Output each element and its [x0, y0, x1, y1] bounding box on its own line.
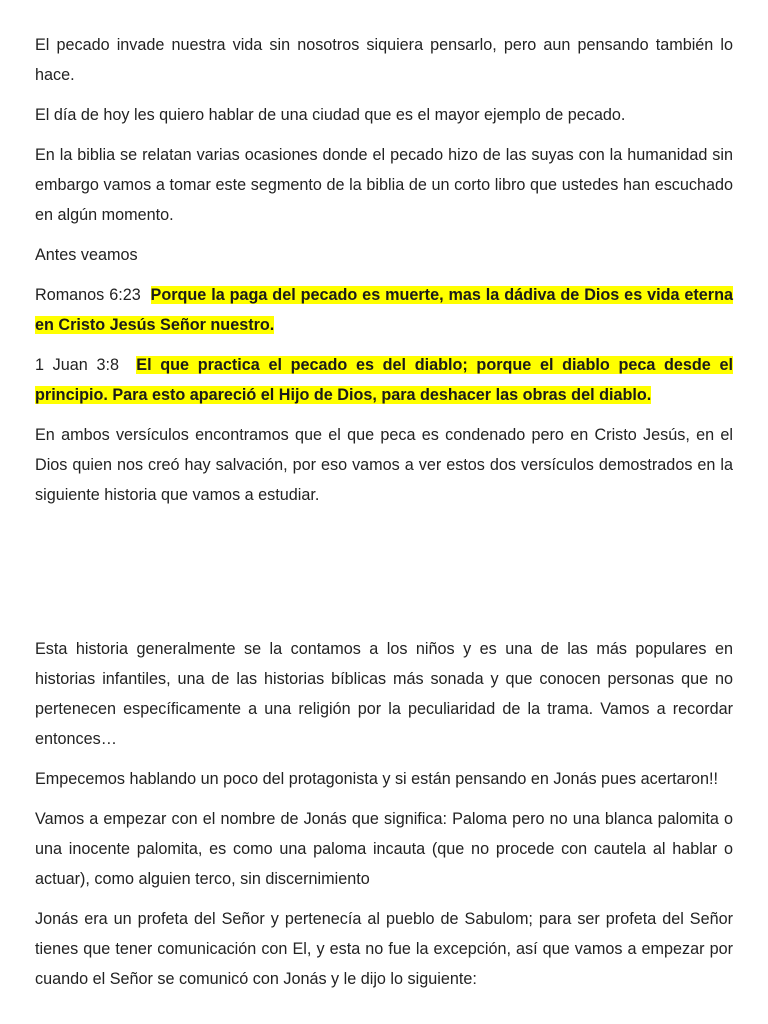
verse-highlight: El que practica el pecado es del diablo; porque el diablo peca desde el principio. Para esto apareció el Hijo de Dios, para deshacer las obras del diablo.: [35, 356, 733, 404]
paragraph-antes-veamos: Antes veamos: [35, 246, 138, 264]
paragraph-both-verses: En ambos versículos encontramos que el que peca es condenado pero en Cristo Jesús, en el Dios quien nos creó hay salvación, por eso vamos a ver estos dos versículos demostrados en la siguiente historia que vamos a estudiar.: [35, 426, 733, 504]
verse-juan: [35, 350, 733, 410]
paragraph-prophet: Jonás era un profeta del Señor y pertenecía al pueblo de Sabulom; para ser profeta del Señor tienes que tener comunicación con El, y esta no fue la excepción, así que vamos a empezar por cuando el Señor se comunicó con Jonás y le dijo lo siguiente:: [35, 910, 733, 988]
verse-reference: Romanos 6:23: [35, 286, 141, 304]
paragraph-intro: El pecado invade nuestra vida sin nosotros siquiera pensarlo, pero aun pensando también lo hace.: [35, 36, 733, 84]
blank-space: [35, 520, 733, 634]
paragraph-protagonist: Empecemos hablando un poco del protagonista y si están pensando en Jonás pues acertaron!!: [35, 770, 719, 788]
verse-highlight: Porque la paga del pecado es muerte, mas la dádiva de Dios es vida eterna en Cristo Jesús Señor nuestro.: [35, 286, 733, 334]
paragraph-story: Esta historia generalmente se la contamos a los niños y es una de las más populares en historias infantiles, una de las historias bíblicas más sonada y que conocen personas que no pertenecen específicamente a una religión por la peculiaridad de la trama. Vamos a recordar entonces…: [35, 640, 733, 748]
verse-reference: 1 Juan 3:8: [35, 356, 119, 374]
verse-romanos: [35, 280, 733, 340]
paragraph-bible: En la biblia se relatan varias ocasiones donde el pecado hizo de las suyas con la humanidad sin embargo vamos a tomar este segmento de la biblia de un corto libro que ustedes han escuchado en algún momento.: [35, 146, 733, 224]
paragraph-name-meaning: Vamos a empezar con el nombre de Jonás que significa: Paloma pero no una blanca palomita o una inocente palomita, es como una paloma incauta (que no procede con cautela al hablar o actuar), como alguien terco, sin discernimiento: [35, 810, 733, 888]
paragraph-city: El día de hoy les quiero hablar de una ciudad que es el mayor ejemplo de pecado.: [35, 106, 626, 124]
document-page: [35, 30, 733, 1004]
